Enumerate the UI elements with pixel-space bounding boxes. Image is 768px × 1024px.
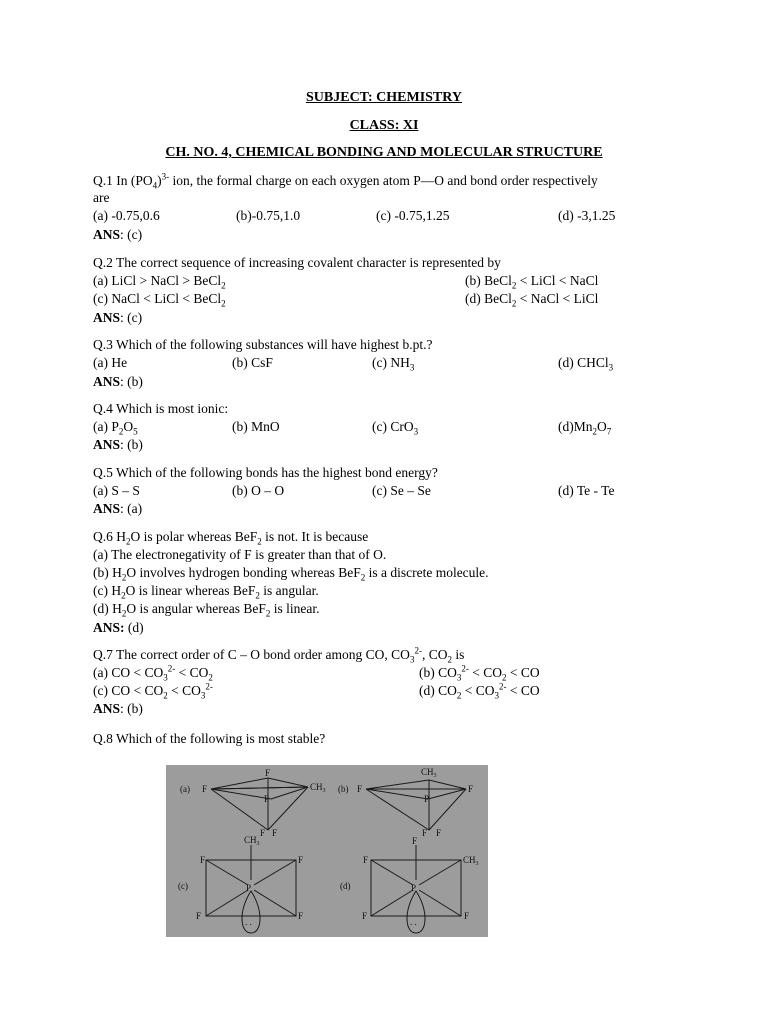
answer: ANS: (c) xyxy=(93,227,143,242)
option-c: (c) $NH_3$ xyxy=(372,355,415,373)
structures-figure xyxy=(166,765,488,937)
option-a: (a) The electronegativity of F is greater than that of O. xyxy=(93,547,387,562)
option-d: (d) Te - Te xyxy=(558,483,615,498)
option-c: (c) -0.75,1.25 xyxy=(376,208,450,223)
question-text: Q.6 $H_2O$ is polar whereas BeF$_2$ is not. It is because xyxy=(93,529,369,547)
methyl-group: $CH_3$ xyxy=(310,782,326,794)
option-b: (b) CsF xyxy=(232,355,273,370)
answer: ANS: (b) xyxy=(93,701,143,716)
atom-f: F xyxy=(422,828,428,838)
class-heading: CLASS: XI xyxy=(349,118,419,133)
option-b: (b) $H_2O$ involves hydrogen bonding whereas BeF$_2$ is a discrete molecule. xyxy=(93,565,489,583)
option-a: (a) S – S xyxy=(93,483,140,498)
atom-f: F xyxy=(468,784,474,794)
option-d: $(d)Mn_2O_7$ xyxy=(558,419,612,437)
option-c: (c) NaCl < LiCl < BeCl$_2$ xyxy=(93,291,226,309)
option-a: (a) He xyxy=(93,355,128,370)
lone-pair: . . xyxy=(410,917,417,927)
lone-pair: . . xyxy=(245,917,252,927)
label-c: (c) xyxy=(178,881,188,891)
option-c: (c) $H_2O$ is linear whereas BeF$_2$ is angular. xyxy=(93,583,319,601)
atom-f: F xyxy=(298,911,304,921)
question-text: Q.2 The correct sequence of increasing covalent character is represented by xyxy=(93,255,501,270)
option-b: (b) BeCl$_2$ < LiCl < NaCl xyxy=(465,273,599,291)
option-d: (d) $H_2O$ is angular whereas BeF$_2$ is linear. xyxy=(93,601,320,619)
atom-f: F xyxy=(363,855,369,865)
methyl-group: $CH_3$ xyxy=(421,767,437,779)
atom-p: P xyxy=(246,883,252,893)
atom-f: F xyxy=(412,836,418,846)
atom-f: F xyxy=(265,768,271,778)
atom-f: F xyxy=(260,828,266,838)
atom-p: P xyxy=(411,883,417,893)
question-text: Q.8 Which of the following is most stable? xyxy=(93,731,326,746)
option-a: (a) -0.75,0.6 xyxy=(93,208,160,223)
option-a: (a) $P_2O_5$ xyxy=(93,419,138,437)
answer: ANS: (b) xyxy=(93,374,143,389)
methyl-group: $CH_3$ xyxy=(463,855,479,867)
option-a: (a) LiCl > NaCl > BeCl$_2$ xyxy=(93,273,226,291)
subject-heading: SUBJECT: CHEMISTRY xyxy=(306,90,462,105)
label-a: (a) xyxy=(180,784,190,794)
option-c: (c) Se – Se xyxy=(372,483,431,498)
option-b: (b) O – O xyxy=(232,483,285,498)
atom-p: P xyxy=(264,794,270,804)
atom-f: F xyxy=(362,911,368,921)
structures-diagram xyxy=(166,765,488,937)
question-text: Q.5 Which of the following bonds has the highest bond energy? xyxy=(93,465,438,480)
question-text: Q.4 Which is most ionic: xyxy=(93,401,229,416)
atom-f: F xyxy=(202,784,208,794)
answer: ANS: (c) xyxy=(93,310,143,325)
answer: ANS: (b) xyxy=(93,437,143,452)
atom-f: F xyxy=(298,855,304,865)
answer: ANS: (d) xyxy=(93,620,144,635)
option-b: (b) $CO_3^{2-} < CO_2$ < CO xyxy=(419,663,540,683)
atom-f: F xyxy=(436,828,442,838)
atom-f: F xyxy=(464,911,470,921)
option-a: (a) CO < $CO_3^{2-} < CO_2$ xyxy=(93,663,213,683)
methyl-group: $CH_3$ xyxy=(244,835,260,847)
option-d: (d) $CO_2 < CO_3^{2-}$ < CO xyxy=(419,681,540,701)
atom-f: F xyxy=(200,855,206,865)
option-d: (d) -3,1.25 xyxy=(558,208,616,223)
label-d: (d) xyxy=(340,881,351,891)
atom-f: F xyxy=(272,828,278,838)
question-text: Q.7 The correct order of C – O bond order among CO, $CO_3^{2-}$, $CO_2$ is xyxy=(93,645,465,665)
label-b: (b) xyxy=(338,784,349,794)
answer: ANS: (a) xyxy=(93,501,143,516)
atom-f: F xyxy=(357,784,363,794)
question-text: Q.1 In $(PO_4)^{3-}$ ion, the formal charge on each oxygen atom P—O and bond order respectively xyxy=(93,171,598,191)
atom-p: P xyxy=(424,794,430,804)
question-text: Q.3 Which of the following substances will have highest b.pt.? xyxy=(93,337,433,352)
option-b: (b) MnO xyxy=(232,419,280,434)
option-d: (d) CHCl$_3$ xyxy=(558,355,614,373)
option-b: (b)-0.75,1.0 xyxy=(236,208,301,223)
option-c: (c) CrO$_3$ xyxy=(372,419,419,437)
question-text-continued: are xyxy=(93,190,110,205)
option-d: (d) BeCl$_2$ < NaCl < LiCl xyxy=(465,291,599,309)
chapter-heading: CH. NO. 4, CHEMICAL BONDING AND MOLECULAR STRUCTURE xyxy=(165,145,603,160)
atom-f: F xyxy=(196,911,202,921)
option-c: (c) CO < $CO_2 < CO_3^{2-}$ xyxy=(93,681,213,701)
